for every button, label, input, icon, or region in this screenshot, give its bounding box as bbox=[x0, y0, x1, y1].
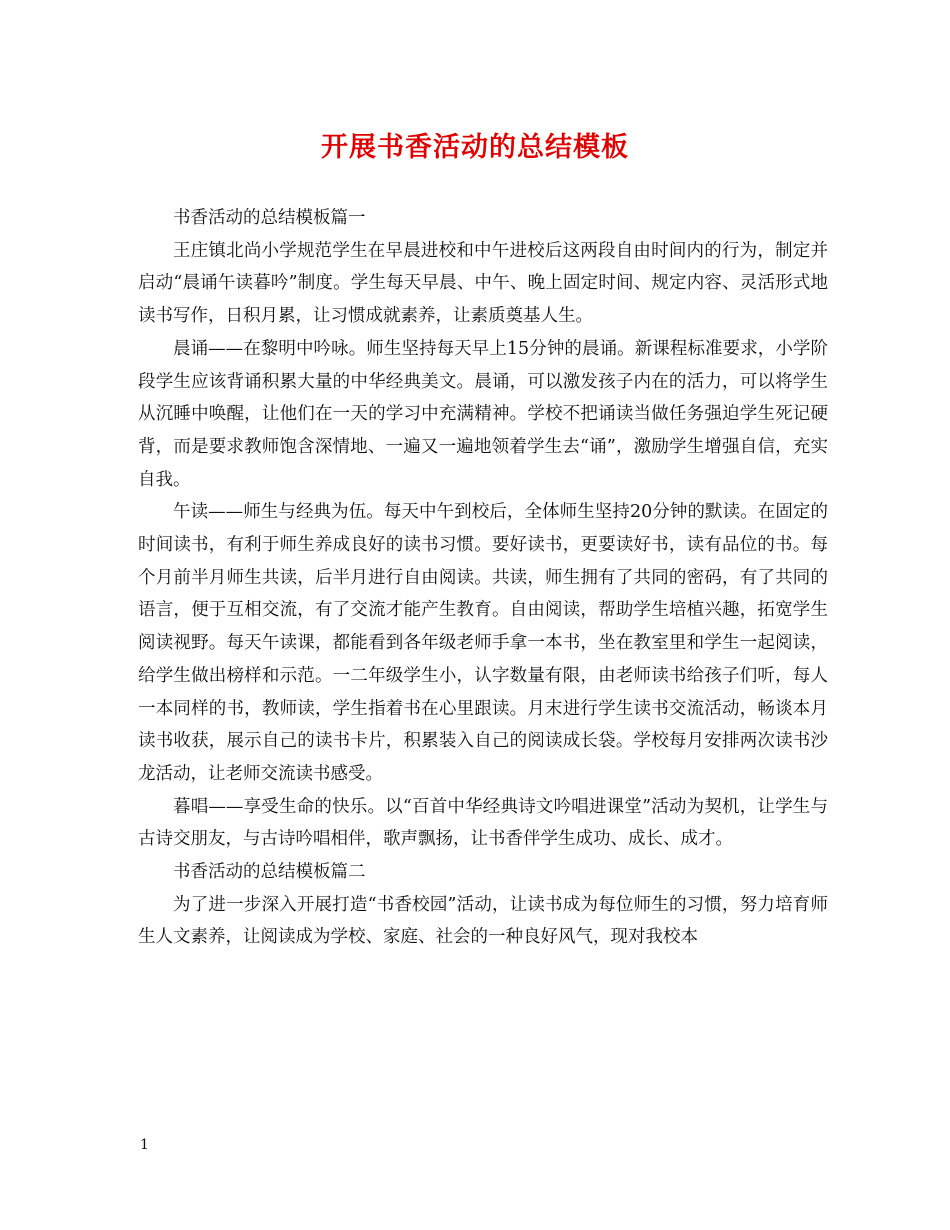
paragraph-evening-singing: 暮唱——享受生命的快乐。以“百首中华经典诗文吟唱进课堂”活动为契机，让学生与古诗交朋友，与古诗吟唱相伴，歌声飘扬，让书香伴学生成功、成长、成才。 bbox=[138, 796, 828, 850]
paragraph-part-two-intro: 为了进一步深入开展打造“书香校园”活动，让读书成为每位师生的习惯，努力培育师生人文素养，让阅读成为学校、家庭、社会的一种良好风气，现对我校本 bbox=[138, 894, 828, 948]
section-heading-part-two: 书香活动的总结模板篇二 bbox=[173, 862, 366, 883]
document-title: 开展书香活动的总结模板 bbox=[321, 132, 629, 163]
paragraph-noon-reading: 午读——师生与经典为伍。每天中午到校后，全体师生坚持20分钟的默读。在固定的时间读书，有利于师生养成良好的读书习惯。要好读书，更要读好书，读有品位的书。每个月前半月师生共读，后半月进行自由阅读。共读，师生拥有了共同的密码，有了共同的语言，便于互相交流，有了交流才能产生教育。自由阅读，帮助学生培植兴趣，拓宽学生阅读视野。每天午读课，都能看到各年级老师手拿一本书，坐在教室里和学生一起阅读，给学生做出榜样和示范。一二年级学生小，认字数量有限，由老师读书给孩子们听，每人一本同样的书，教师读，学生指着书在心里跟读。月末进行学生读书交流活动，畅谈本月读书收获，展示自己的读书卡片，积累装入自己的阅读成长袋。学校每月安排两次读书沙龙活动，让老师交流读书感受。 bbox=[138, 502, 828, 784]
page-number: 1 bbox=[140, 1137, 149, 1153]
paragraph-morning-recitation: 晨诵——在黎明中吟咏。师生坚持每天早上15分钟的晨诵。新课程标准要求，小学阶段学生应该背诵积累大量的中华经典美文。晨诵，可以激发孩子内在的活力，可以将学生从沉睡中唤醒，让他们在一天的学习中充满精神。学校不把诵读当做任务强迫学生死记硬背，而是要求教师饱含深情地、一遍又一遍地领着学生去“诵”，激励学生增强自信，充实自我。 bbox=[138, 338, 828, 490]
section-heading-part-one: 书香活动的总结模板篇一 bbox=[173, 208, 366, 228]
document-body bbox=[138, 202, 828, 954]
paragraph-intro: 王庄镇北尚小学规范学生在早晨进校和中午进校后这两段自由时间内的行为，制定并启动“晨诵午读暮吟”制度。学生每天早晨、中午、晚上固定时间、规定内容、灵活形式地读书写作，日积月累，让习惯成就素养，让素质奠基人生。 bbox=[138, 240, 828, 327]
